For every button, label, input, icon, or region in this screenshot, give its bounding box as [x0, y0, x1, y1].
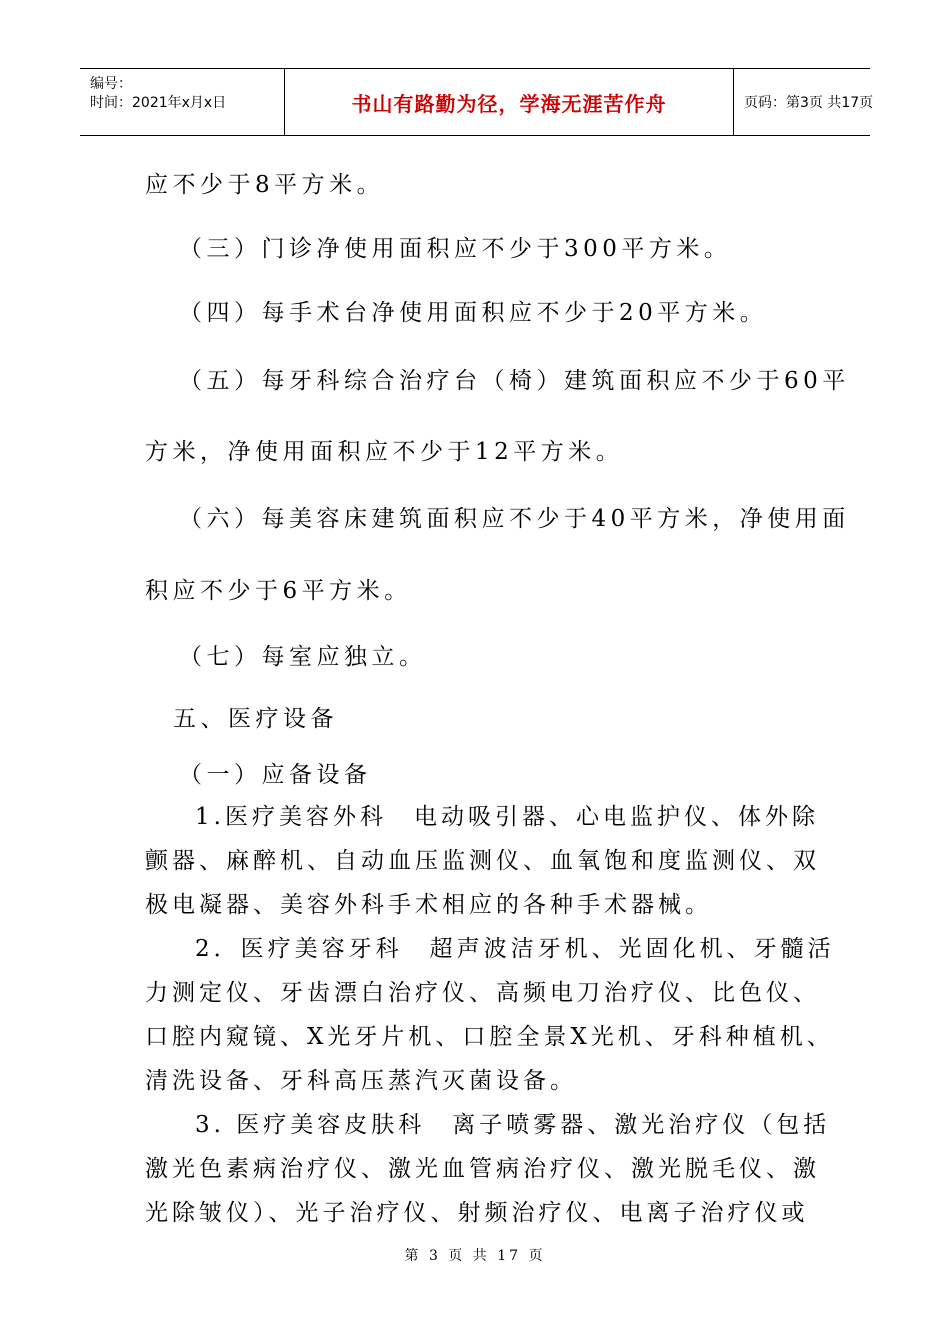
- body-line: 2．医疗美容牙科 超声波洁牙机、光固化机、牙髓活: [195, 936, 835, 962]
- body-line: （四）每手术台净使用面积应不少于20平方米。: [179, 300, 768, 326]
- page-header: [80, 68, 874, 136]
- body-line: （三）门诊净使用面积应不少于300平方米。: [179, 236, 732, 262]
- document-time-label: 时间：2021年x月x日: [90, 95, 227, 111]
- body-line: 方米，净使用面积应不少于12平方米。: [145, 439, 624, 465]
- body-line: （六）每美容床建筑面积应不少于40平方米，净使用面: [179, 506, 850, 532]
- body-line: 光除皱仪）、光子治疗仪、射频治疗仪、电离子治疗仪或: [145, 1200, 809, 1226]
- body-line: 极电凝器、美容外科手术相应的各种手术器械。: [145, 892, 712, 918]
- body-line: 力测定仪、牙齿漂白治疗仪、高频电刀治疗仪、比色仪、: [145, 980, 820, 1006]
- body-line: 激光色素病治疗仪、激光血管病治疗仪、激光脱毛仪、激: [145, 1156, 820, 1182]
- document-number-label: 编号：: [90, 76, 132, 92]
- section-heading: 五、医疗设备: [173, 706, 338, 732]
- header-motto: 书山有路勤为径，学海无涯苦作舟: [284, 69, 734, 135]
- body-line: 颤器、麻醉机、自动血压监测仪、血氧饱和度监测仪、双: [145, 848, 820, 874]
- body-line: 口腔内窥镜、X光牙片机、口腔全景X光机、牙科种植机、: [145, 1024, 834, 1050]
- body-line: 3. 医疗美容皮肤科 离子喷雾器、激光治疗仪（包括: [195, 1112, 831, 1138]
- body-line: 清洗设备、牙科高压蒸汽灭菌设备。: [145, 1068, 577, 1094]
- header-meta: [80, 69, 284, 135]
- body-line: 1.医疗美容外科 电动吸引器、心电监护仪、体外除: [195, 804, 819, 830]
- subsection-heading: （一）应备设备: [179, 762, 372, 788]
- header-page-label: 页码：第3页 共17页: [744, 95, 874, 111]
- body-line: 应不少于8平方米。: [145, 172, 385, 198]
- body-line: （七）每室应独立。: [179, 644, 427, 670]
- body-line: （五）每牙科综合治疗台（椅）建筑面积应不少于60平: [179, 368, 850, 394]
- body-line: 积应不少于6平方米。: [145, 578, 412, 604]
- page-footer: 第 3 页 共 17 页: [404, 1248, 546, 1264]
